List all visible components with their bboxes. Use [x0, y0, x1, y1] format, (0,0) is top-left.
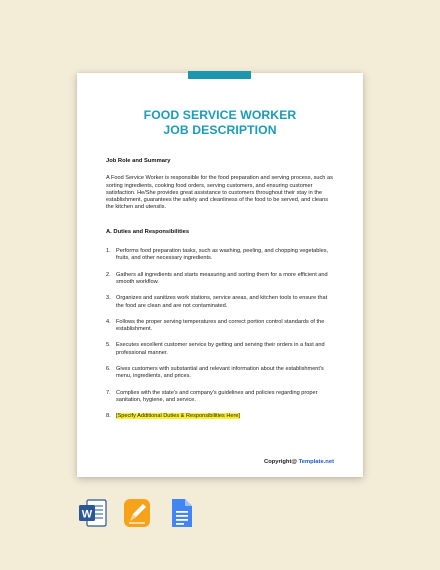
duties-heading: A. Duties and Responsibilities: [106, 228, 190, 235]
highlighted-placeholder: [Specify Additional Duties & Responsibilities Here]: [116, 413, 241, 420]
duty-item: [106, 390, 335, 405]
duty-text: Executes excellent customer service by getting and serving their orders in a fast and professional manner.: [116, 342, 325, 356]
duty-number: 1.: [106, 248, 111, 255]
duty-item-extra: [106, 413, 335, 420]
duty-number: 4.: [106, 318, 111, 325]
duty-number: 7.: [106, 389, 111, 396]
duty-number: 3.: [106, 295, 111, 302]
word-icon[interactable]: [77, 497, 109, 529]
title-line-1: FOOD SERVICE WORKER: [143, 108, 297, 122]
duty-text: Performs food preparation tasks, such as washing, peeling, and chopping vegetables, fruits, and other necessary ingredients.: [116, 248, 329, 262]
duty-number: 5.: [106, 342, 111, 349]
duty-number: 6.: [106, 366, 111, 373]
duty-item: [106, 342, 335, 357]
document-title: [77, 108, 363, 138]
role-heading: Job Role and Summary: [106, 158, 171, 164]
role-summary: A Food Service Worker is responsible for the food preparation and serving process, such as sorting ingredients, cooking food orders, serving customers, and ensuring customer satisfaction. He/She provides great assistance to customers throughout their stay in the establishment, guarantees the safety and cleanliness of the food to be served, and cleans the kitchen and utensils.: [106, 175, 333, 211]
duty-text: Complies with the state's and company's guidelines and policies regarding proper sanitation, hygiene, and service.: [116, 389, 318, 403]
duty-item: [106, 319, 335, 334]
duty-text: Follows the proper serving temperatures and correct portion control standards of the establishment.: [116, 318, 325, 333]
duty-text: Organizes and sanitizes work stations, service areas, and kitchen tools to ensure that the food are clean and are not contaminated.: [116, 295, 328, 309]
duty-number: 2.: [106, 271, 111, 278]
copyright: [264, 459, 334, 465]
copyright-label: Copyright@: [264, 459, 298, 465]
duty-number: 8.: [106, 413, 111, 420]
pages-icon[interactable]: [121, 497, 153, 529]
duty-text-placeholder: [116, 413, 335, 420]
copyright-site-link[interactable]: Template.net: [298, 459, 334, 465]
duty-item: [106, 295, 335, 310]
duty-text: Gives customers with substantial and relevant information about the establishment's menu, ingredients, and prices.: [116, 366, 324, 380]
duty-item: [106, 272, 335, 287]
app-icons-row: [77, 497, 197, 529]
title-line-2: JOB DESCRIPTION: [163, 123, 277, 137]
duty-text: Gathers all ingredients and starts measuring and sorting them for a more efficient and smooth workflow.: [116, 271, 328, 285]
duty-item: [106, 366, 335, 381]
document-page: [77, 73, 363, 477]
document-top-tab: [188, 71, 251, 79]
duty-item: [106, 248, 335, 263]
google-docs-icon[interactable]: [165, 497, 197, 529]
word-icon-letter: W: [81, 508, 93, 521]
duties-list: [106, 248, 335, 420]
document-content: [106, 158, 335, 430]
